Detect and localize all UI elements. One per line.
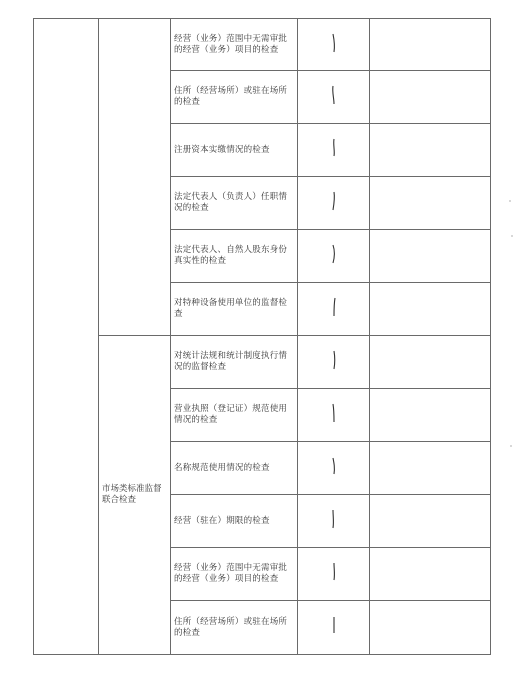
- check-mark-cell: [298, 389, 370, 442]
- check-mark-cell: [298, 283, 370, 336]
- remark-cell: [370, 389, 491, 442]
- check-mark-cell: [298, 230, 370, 283]
- handwritten-tick-icon: [329, 137, 339, 159]
- remark-cell: [370, 442, 491, 495]
- remark-cell: [370, 495, 491, 548]
- remark-cell: [370, 19, 491, 71]
- item-text: 法定代表人（负责人）任职情况的检查: [171, 177, 298, 230]
- remark-cell: [370, 230, 491, 283]
- handwritten-tick-icon: [329, 243, 339, 265]
- inspection-table: [33, 18, 491, 655]
- remark-cell: [370, 336, 491, 389]
- category-cell-1: [99, 19, 171, 336]
- item-text: 法定代表人、自然人股东身份真实性的检查: [171, 230, 298, 283]
- category-cell-2: 市场类标准监督联合检查: [99, 336, 171, 655]
- item-text: 营业执照（登记证）规范使用情况的检查: [171, 389, 298, 442]
- item-text: 注册资本实缴情况的检查: [171, 124, 298, 177]
- check-mark-cell: [298, 177, 370, 230]
- remark-cell: [370, 548, 491, 601]
- left-column-cell: [34, 19, 99, 655]
- handwritten-tick-icon: [329, 615, 339, 637]
- check-mark-cell: [298, 71, 370, 124]
- remark-cell: [370, 71, 491, 124]
- table-row: [34, 336, 491, 389]
- check-mark-cell: [298, 548, 370, 601]
- item-text: 经营（业务）范围中无需审批的经营（业务）项目的检查: [171, 19, 298, 71]
- item-text: 经营（业务）范围中无需审批的经营（业务）项目的检查: [171, 548, 298, 601]
- remark-cell: [370, 124, 491, 177]
- remark-cell: [370, 283, 491, 336]
- handwritten-tick-icon: [329, 508, 339, 530]
- item-text: 名称规范使用情况的检查: [171, 442, 298, 495]
- check-mark-cell: [298, 19, 370, 71]
- handwritten-tick-icon: [329, 561, 339, 583]
- handwritten-tick-icon: [329, 349, 339, 371]
- scan-speck: [511, 235, 513, 237]
- handwritten-tick-icon: [329, 402, 339, 424]
- check-mark-cell: [298, 495, 370, 548]
- check-mark-cell: [298, 124, 370, 177]
- handwritten-tick-icon: [329, 32, 339, 54]
- check-mark-cell: [298, 336, 370, 389]
- item-text: 住所（经营场所）或驻在场所的检查: [171, 71, 298, 124]
- check-mark-cell: [298, 601, 370, 655]
- item-text: 对统计法规和统计制度执行情况的监督检查: [171, 336, 298, 389]
- scan-speck: [510, 445, 512, 447]
- table-row: [34, 19, 491, 71]
- remark-cell: [370, 177, 491, 230]
- handwritten-tick-icon: [329, 455, 339, 477]
- remark-cell: [370, 601, 491, 655]
- handwritten-tick-icon: [329, 296, 339, 318]
- item-text: 住所（经营场所）或驻在场所的检查: [171, 601, 298, 655]
- scan-speck: [509, 200, 511, 202]
- item-text: 经营（驻在）期限的检查: [171, 495, 298, 548]
- item-text: 对特种设备使用单位的监督检查: [171, 283, 298, 336]
- handwritten-tick-icon: [329, 84, 339, 106]
- handwritten-tick-icon: [329, 190, 339, 212]
- check-mark-cell: [298, 442, 370, 495]
